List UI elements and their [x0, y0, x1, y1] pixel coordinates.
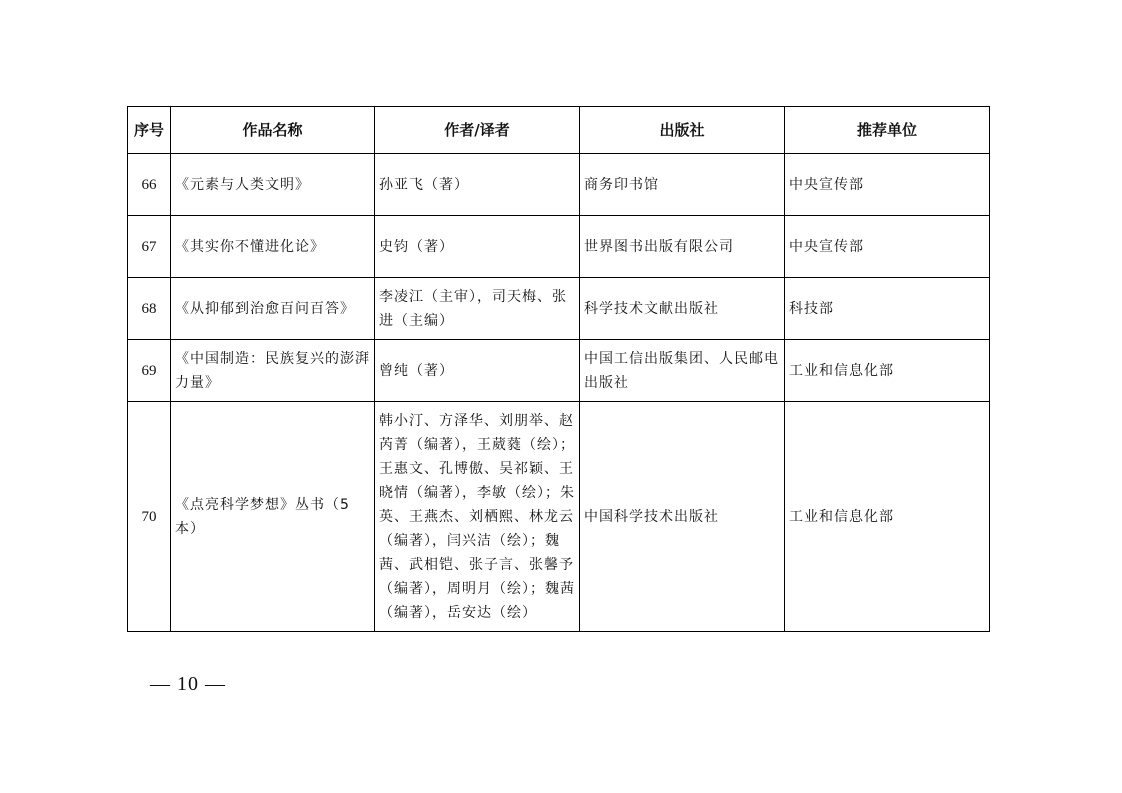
header-no: 序号 [128, 107, 171, 154]
table-header-row [128, 107, 990, 154]
cell-recommender: 科技部 [785, 278, 990, 340]
table-row [128, 278, 990, 340]
header-recommender: 推荐单位 [785, 107, 990, 154]
header-publisher: 出版社 [580, 107, 785, 154]
cell-author: 孙亚飞（著） [375, 154, 580, 216]
cell-recommender: 工业和信息化部 [785, 402, 990, 632]
cell-no: 68 [128, 278, 171, 340]
table-row [128, 216, 990, 278]
cell-author: 李凌江（主审），司天梅、张进（主编） [375, 278, 580, 340]
table-row [128, 340, 990, 402]
cell-title: 《元素与人类文明》 [171, 154, 375, 216]
cell-no: 69 [128, 340, 171, 402]
table-row [128, 402, 990, 632]
cell-author: 韩小汀、方泽华、刘朋举、赵芮菁（编著），王葳蕤（绘）；王惠文、孔博傲、吴祁颖、王晓情（编著），李敏（绘）；朱英、王燕杰、刘栖熙、林龙云（编著），闫兴洁（绘）；魏茜、武相铠、张子言、张馨予（编著），周明月（绘）；魏茜（编著），岳安达（绘） [375, 402, 580, 632]
cell-recommender: 中央宣传部 [785, 154, 990, 216]
cell-title: 《从抑郁到治愈百问百答》 [171, 278, 375, 340]
table-row [128, 154, 990, 216]
header-author: 作者/译者 [375, 107, 580, 154]
page-number: — 10 — [150, 673, 226, 695]
cell-title: 《其实你不懂进化论》 [171, 216, 375, 278]
cell-publisher: 世界图书出版有限公司 [580, 216, 785, 278]
cell-publisher: 中国科学技术出版社 [580, 402, 785, 632]
cell-no: 70 [128, 402, 171, 632]
cell-no: 67 [128, 216, 171, 278]
cell-publisher: 商务印书馆 [580, 154, 785, 216]
cell-title: 《中国制造：民族复兴的澎湃力量》 [171, 340, 375, 402]
cell-author: 曾纯（著） [375, 340, 580, 402]
cell-publisher: 中国工信出版集团、人民邮电出版社 [580, 340, 785, 402]
cell-recommender: 中央宣传部 [785, 216, 990, 278]
works-table [127, 106, 990, 632]
cell-publisher: 科学技术文献出版社 [580, 278, 785, 340]
cell-no: 66 [128, 154, 171, 216]
cell-title: 《点亮科学梦想》丛书（5本） [171, 402, 375, 632]
cell-recommender: 工业和信息化部 [785, 340, 990, 402]
cell-author: 史钧（著） [375, 216, 580, 278]
header-title: 作品名称 [171, 107, 375, 154]
